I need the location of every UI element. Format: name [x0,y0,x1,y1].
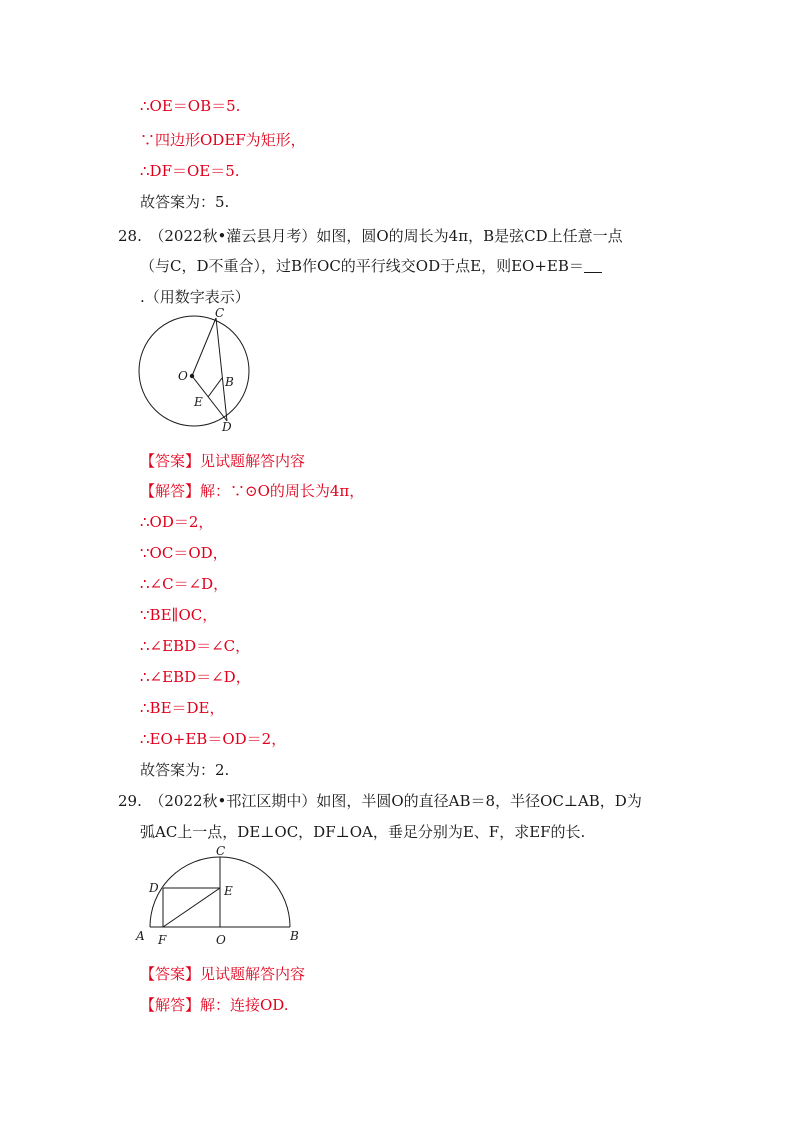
answer-blank [584,258,602,273]
label-d: D [222,420,232,434]
solution-line: ∴∠EBD＝∠C， [140,637,251,655]
label-b: B [225,375,234,389]
question-28-line-1: 28. （2022秋•灌云县月考）如图，圆O的周长为4π，B是弦CD上任意一点 [118,227,623,245]
solution-line: ∴∠EBD＝∠D， [140,668,251,686]
chord-cd [216,318,227,421]
solution-line: ∴EO+EB＝OD＝2， [140,730,287,748]
label-e: E [194,395,203,409]
solution-line: ∴OD＝2， [140,513,214,531]
radius-oc [192,318,216,376]
circle-figure [134,306,264,434]
label-b: B [290,929,299,943]
label-o: O [216,933,226,947]
solution-line: 【解答】解：连接OD. [140,996,289,1014]
solution-line: ∴OE＝OB＝5. [140,97,241,115]
label-o: O [178,369,188,383]
segment-ef [163,888,220,927]
solution-line: ∴BE＝DE， [140,699,225,717]
answer-line: 【答案】见试题解答内容 [140,965,306,983]
semicircle-figure [132,843,312,948]
label-d: D [149,881,159,895]
segment-be [208,378,222,397]
label-c: C [215,306,225,320]
label-c: C [216,844,226,858]
solution-line: ∵BE∥OC， [140,606,218,624]
question-29-line-2: 弧AC上一点，DE⊥OC，DF⊥OA，垂足分别为E、F，求EF的长. [140,823,586,841]
final-answer-line: 故答案为：2. [140,761,230,779]
label-a: A [136,929,145,943]
question-28-line-3: .（用数字表示） [140,288,250,306]
solution-line: 【解答】解：∵⊙O的周长为4π， [140,482,365,500]
center-point [190,374,194,378]
solution-line: ∴∠C＝∠D， [140,575,229,593]
answer-line: 【答案】见试题解答内容 [140,452,306,470]
solution-line: ∴DF＝OE＝5. [140,162,240,180]
question-29-line-1: 29. （2022秋•邗江区期中）如图，半圆O的直径AB＝8，半径OC⊥AB，D为 [118,792,642,810]
solution-line: ∵四边形ODEF为矩形， [140,131,306,149]
final-answer-line: 故答案为：5. [140,193,230,211]
question-28-line-2: （与C，D不重合），过B作OC的平行线交OD于点E，则EO+EB＝ [140,256,602,276]
label-e: E [224,884,233,898]
solution-line: ∵OC＝OD， [140,544,228,562]
label-f: F [158,933,167,947]
